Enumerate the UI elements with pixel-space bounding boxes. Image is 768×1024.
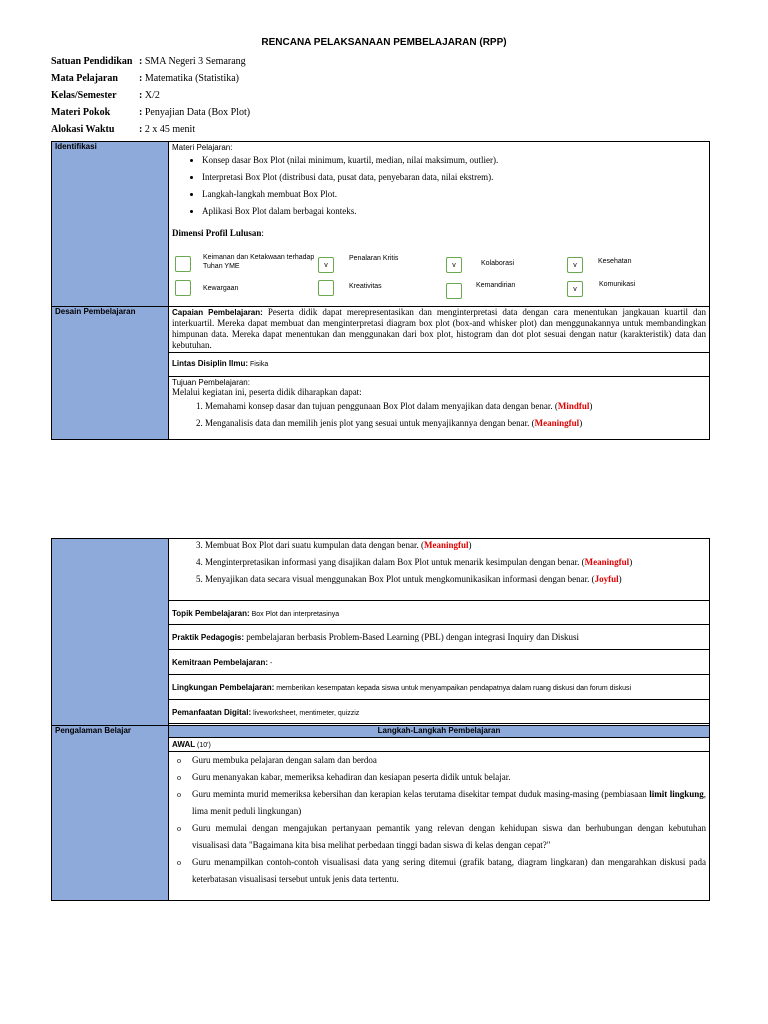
list-item: • Aplikasi Box Plot dalam berbagai konteks. <box>202 203 706 220</box>
checkbox-kesehatan[interactable]: v <box>567 257 583 273</box>
list-item: o Guru menanyakan kabar, memeriksa kehadiran dan kesiapan peserta didik untuk belajar. <box>172 769 706 786</box>
checkbox-komunikasi[interactable]: v <box>567 281 583 297</box>
meta-row: Kelas/Semester : X/2 <box>51 90 160 101</box>
capaian-cell: Capaian Pembelajaran: Peserta didik dapat merepresentasikan dan menginterpretasi data dengan cara menentukan jangkauan kuartil dan interkuartil. Mereka dapat membuat dan menginterpretasi diagram box plot (box-and whisker plot) dan menggunakannya untuk membandingkan himpunan data. Mereka dapat menentukan dan menggunakan dari box plot, histogram dan dot plot sesuai dengan natur (karakteristik) data dan kebutuhan. <box>169 307 710 353</box>
section-desain-label: Desain Pembelajaran <box>52 307 169 440</box>
checkbox-kemandirian[interactable] <box>446 283 462 299</box>
document-title: RENCANA PELAKSANAAN PEMBELAJARAN (RPP) <box>261 37 507 48</box>
list-item: 2. Menganalisis data dan memilih jenis plot yang sesuai untuk menyajikannya dengan benar. (Meaningful) <box>205 415 706 432</box>
meta-row: Materi Pokok : Penyajian Data (Box Plot) <box>51 107 251 118</box>
praktik-cell: Praktik Pedagogis: pembelajaran berbasis Problem-Based Learning (PBL) dengan integrasi Inquiry dan Diskusi <box>169 625 710 650</box>
kemitraan-cell: Kemitraan Pembelajaran: - <box>169 650 710 675</box>
meta-key: Alokasi Waktu <box>51 124 115 135</box>
checkbox-kolaborasi[interactable]: v <box>446 257 462 273</box>
tujuan-continued-cell <box>169 539 710 601</box>
langkah-header: Langkah-Langkah Pembelajaran <box>169 726 710 738</box>
checkbox-label: Penalaran Kritis <box>349 255 399 262</box>
meta-value: SMA Negeri 3 Semarang <box>144 56 246 67</box>
section-desain-continued <box>52 539 169 726</box>
meta-value: Matematika (Statistika) <box>144 73 239 84</box>
meta-value: X/2 <box>144 90 160 101</box>
checkbox-kreativitas[interactable] <box>318 280 334 296</box>
meta-value: 2 x 45 menit <box>144 124 196 135</box>
meta-key: Mata Pelajaran <box>51 73 118 84</box>
list-item: o Guru membuka pelajaran dengan salam dan berdoa <box>172 752 706 769</box>
list-item: 1. Memahami konsep dasar dan tujuan penggunaan Box Plot dalam menyajikan data dengan benar. (Mindful) <box>205 398 706 415</box>
checkbox-label: Keimanan dan Ketakwaan terhadap Tuhan YME <box>203 254 315 270</box>
checkbox-kewargaan[interactable] <box>175 280 191 296</box>
rpp-table-part1 <box>51 141 710 440</box>
list-item: • Interpretasi Box Plot (distribusi data, pusat data, penyebaran data, nilai ekstrem). <box>202 169 706 186</box>
digital-cell: Pemanfaatan Digital: liveworksheet, mentimeter, quizziz <box>169 700 710 724</box>
identifikasi-cell <box>169 142 710 307</box>
meta-value: Penyajian Data (Box Plot) <box>144 107 251 118</box>
list-item: 3. Membuat Box Plot dari suatu kumpulan data dengan benar. (Meaningful) <box>205 537 706 554</box>
list-item: 5. Menyajikan data secara visual menggunakan Box Plot untuk mengkomunikasikan informasi dengan benar. (Joyful) <box>205 571 706 588</box>
list-item: 4. Menginterpretasikan informasi yang disajikan dalam Box Plot untuk menarik kesimpulan dengan benar. (Meaningful) <box>205 554 706 571</box>
list-item: • Konsep dasar Box Plot (nilai minimum, kuartil, median, nilai maksimum, outlier). <box>202 152 706 169</box>
steps-list <box>172 752 706 888</box>
awal-cell: AWAL (10') <box>169 738 710 752</box>
meta-key: Satuan Pendidikan <box>51 56 133 67</box>
checkbox-keimanan[interactable] <box>175 256 191 272</box>
meta-key: Kelas/Semester <box>51 90 117 101</box>
list-item: o Guru meminta murid memeriksa kebersihan dan kerapian kelas terutama disekitar tempat duduk masing-masing (pembiasaan limit lingkung, lima menit peduli lingkungan) <box>172 786 706 820</box>
list-item: o Guru menampilkan contoh-contoh visualisasi data yang sering ditemui (grafik batang, diagram lingkaran) dan mengarahkan diskusi pada keterbatasan visualisasi tersebut untuk jenis data tertentu. <box>172 854 706 888</box>
materi-label: Materi Pelajaran: <box>172 143 233 152</box>
lingkungan-cell: Lingkungan Pembelajaran: memberikan kesempatan kepada siswa untuk menyampaikan pendapatnya dalam ruang diskusi dan forum diskusi <box>169 675 710 700</box>
checkbox-penalaran-kritis[interactable]: v <box>318 257 334 273</box>
rpp-table-part2 <box>51 538 710 901</box>
meta-row: Satuan Pendidikan : SMA Negeri 3 Semarang <box>51 56 246 67</box>
tujuan-list <box>172 537 706 588</box>
lintas-cell: Lintas Disiplin Ilmu: Fisika <box>169 353 710 377</box>
dimensi-heading: Dimensi Profil Lulusan: <box>172 228 264 238</box>
checkbox-label: Kemandirian <box>476 282 516 289</box>
tujuan-list <box>172 398 706 432</box>
materi-list <box>172 152 706 220</box>
topik-cell: Topik Pembelajaran: Box Plot dan interpretasinya <box>169 601 710 625</box>
checkbox-label: Kreativitas <box>349 283 382 290</box>
section-pengalaman-label: Pengalaman Belajar <box>52 726 169 901</box>
checkbox-label: Kolaborasi <box>481 260 515 267</box>
meta-row: Mata Pelajaran : Matematika (Statistika) <box>51 73 239 84</box>
meta-row: Alokasi Waktu : 2 x 45 menit <box>51 124 196 135</box>
steps-cell <box>169 752 710 901</box>
list-item: o Guru memulai dengan mengajukan pertanyaan pemantik yang relevan dengan kehidupan siswa dan berhubungan dengan kebutuhan visualisasi data "Bagaimana kita bisa melihat perbedaan tinggi badan siswa di kelas dengan cepat?" <box>172 820 706 854</box>
checkbox-label: Komunikasi <box>599 281 636 288</box>
tujuan-cell: Tujuan Pembelajaran: Melalui kegiatan ini, peserta didik diharapkan dapat: 1. Memahami konsep dasar dan tujuan penggunaan Box Plot dalam menyajikan data dengan benar. (Mindful) 2. Menganalisis data dan memilih jenis plot yang sesuai untuk menyajikannya dengan benar. (Meaningful) <box>169 377 710 440</box>
section-identifikasi-label: Identifikasi <box>52 142 169 307</box>
checkbox-label: Kewargaan <box>203 285 239 292</box>
list-item: • Langkah-langkah membuat Box Plot. <box>202 186 706 203</box>
meta-key: Materi Pokok <box>51 107 111 118</box>
checkbox-label: Kesehatan <box>598 258 632 265</box>
